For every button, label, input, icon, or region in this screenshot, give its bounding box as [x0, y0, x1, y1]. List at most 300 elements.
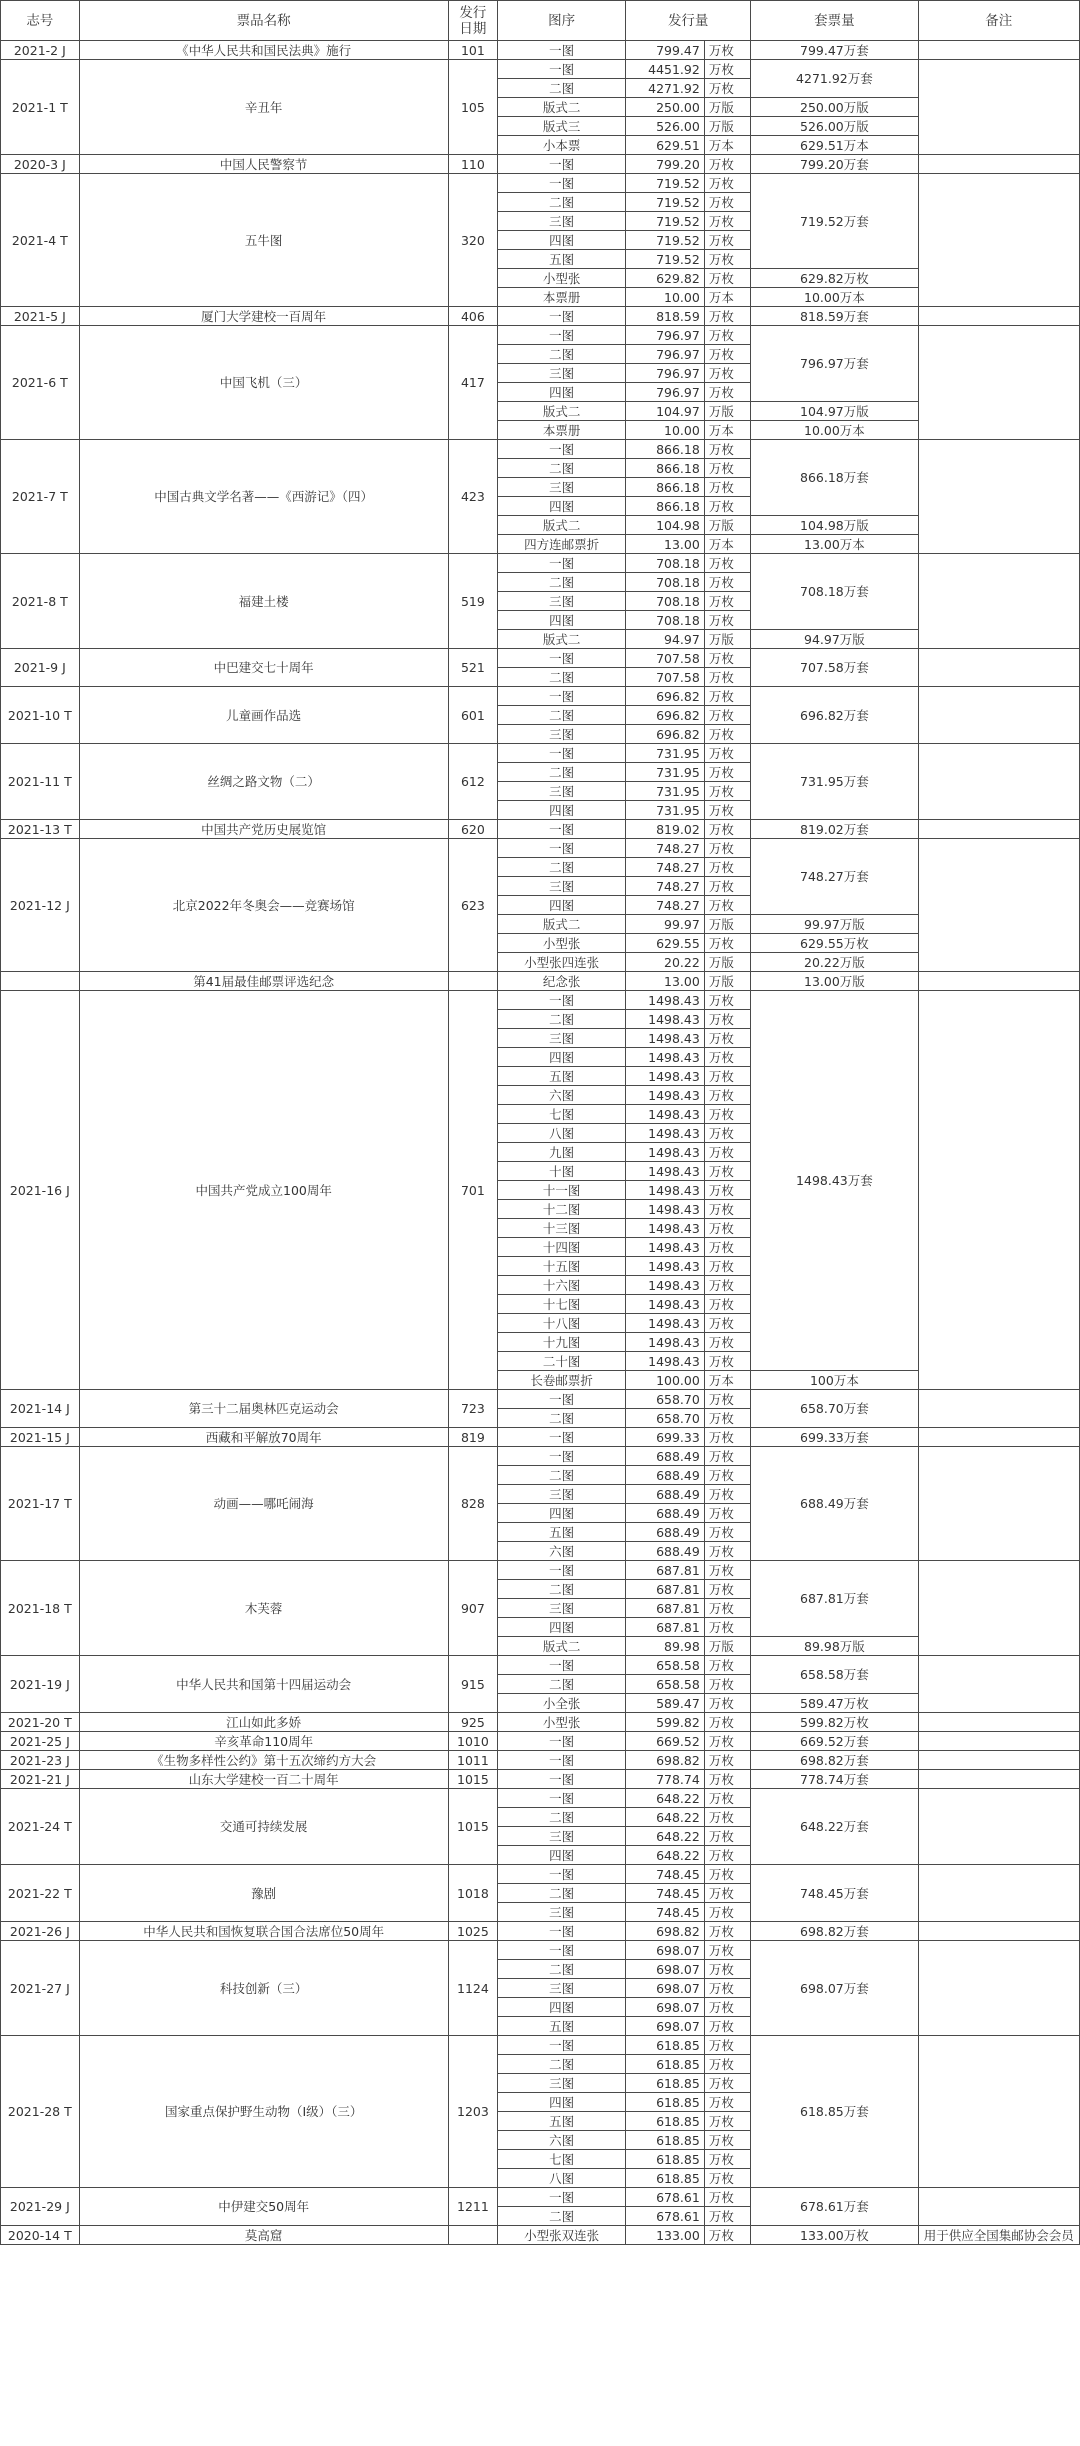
- table-row: [1, 839, 1080, 858]
- issue-date-cell: 1015: [448, 1789, 497, 1865]
- set-quantity-cell: 658.58万套: [751, 1656, 918, 1694]
- quantity-cell: 13.00: [626, 535, 705, 554]
- quantity-cell: 818.59: [626, 307, 705, 326]
- figure-cell: 一图: [498, 839, 626, 858]
- unit-cell: 万枚: [704, 79, 750, 98]
- stamp-name-cell: 中国人民警察节: [79, 155, 448, 174]
- figure-cell: 二图: [498, 2055, 626, 2074]
- set-quantity-cell: 731.95万套: [751, 744, 918, 820]
- set-quantity-cell: 599.82万枚: [751, 1713, 918, 1732]
- set-quantity-cell: 658.70万套: [751, 1390, 918, 1428]
- quantity-cell: 1498.43: [626, 1143, 705, 1162]
- figure-cell: 一图: [498, 1941, 626, 1960]
- issue-date-cell: 110: [448, 155, 497, 174]
- issue-code-cell: 2021-25 J: [1, 1732, 80, 1751]
- quantity-cell: 648.22: [626, 1789, 705, 1808]
- stamp-name-cell: 中巴建交七十周年: [79, 649, 448, 687]
- figure-cell: 一图: [498, 2036, 626, 2055]
- unit-cell: 万枚: [704, 1257, 750, 1276]
- figure-cell: 三图: [498, 1903, 626, 1922]
- figure-cell: 十图: [498, 1162, 626, 1181]
- quantity-cell: 698.07: [626, 1979, 705, 1998]
- figure-cell: 五图: [498, 250, 626, 269]
- figure-cell: 十七图: [498, 1295, 626, 1314]
- figure-cell: 二图: [498, 1580, 626, 1599]
- unit-cell: 万枚: [704, 174, 750, 193]
- set-quantity-cell: 13.00万版: [751, 972, 918, 991]
- table-row: [1, 1770, 1080, 1789]
- quantity-cell: 719.52: [626, 174, 705, 193]
- set-quantity-cell: 1498.43万套: [751, 991, 918, 1371]
- set-quantity-cell: 629.82万枚: [751, 269, 918, 288]
- header-figure: 图序: [498, 1, 626, 41]
- figure-cell: 一图: [498, 554, 626, 573]
- issue-date-cell: 915: [448, 1656, 497, 1713]
- unit-cell: 万枚: [704, 1086, 750, 1105]
- figure-cell: 小本票: [498, 136, 626, 155]
- unit-cell: 万枚: [704, 2226, 750, 2245]
- quantity-cell: 719.52: [626, 193, 705, 212]
- quantity-cell: 599.82: [626, 1713, 705, 1732]
- set-quantity-cell: 10.00万本: [751, 421, 918, 440]
- stamp-name-cell: 西藏和平解放70周年: [79, 1428, 448, 1447]
- quantity-cell: 1498.43: [626, 1048, 705, 1067]
- quantity-cell: 748.45: [626, 1884, 705, 1903]
- set-quantity-cell: 799.20万套: [751, 155, 918, 174]
- unit-cell: 万枚: [704, 1960, 750, 1979]
- issue-date-cell: 417: [448, 326, 497, 440]
- figure-cell: 十二图: [498, 1200, 626, 1219]
- quantity-cell: 708.18: [626, 592, 705, 611]
- figure-cell: 四图: [498, 383, 626, 402]
- table-row: [1, 972, 1080, 991]
- unit-cell: 万枚: [704, 307, 750, 326]
- unit-cell: 万枚: [704, 1789, 750, 1808]
- stamp-name-cell: 动画——哪吒闹海: [79, 1447, 448, 1561]
- quantity-cell: 707.58: [626, 668, 705, 687]
- stamp-name-cell: 交通可持续发展: [79, 1789, 448, 1865]
- issue-code-cell: 2021-1 T: [1, 60, 80, 155]
- figure-cell: 三图: [498, 1827, 626, 1846]
- figure-cell: 版式二: [498, 915, 626, 934]
- quantity-cell: 1498.43: [626, 1257, 705, 1276]
- figure-cell: 一图: [498, 60, 626, 79]
- figure-cell: 六图: [498, 1086, 626, 1105]
- quantity-cell: 699.33: [626, 1428, 705, 1447]
- quantity-cell: 796.97: [626, 364, 705, 383]
- stamp-name-cell: 中华人民共和国恢复联合国合法席位50周年: [79, 1922, 448, 1941]
- note-cell: [918, 554, 1079, 649]
- issue-code-cell: 2021-2 J: [1, 41, 80, 60]
- issue-date-cell: 620: [448, 820, 497, 839]
- table-row: [1, 1447, 1080, 1466]
- unit-cell: 万版: [704, 402, 750, 421]
- note-cell: [918, 2188, 1079, 2226]
- quantity-cell: 698.82: [626, 1751, 705, 1770]
- unit-cell: 万枚: [704, 668, 750, 687]
- table-row: [1, 440, 1080, 459]
- note-cell: [918, 60, 1079, 155]
- quantity-cell: 687.81: [626, 1561, 705, 1580]
- quantity-cell: 20.22: [626, 953, 705, 972]
- set-quantity-cell: 748.27万套: [751, 839, 918, 915]
- figure-cell: 四图: [498, 1998, 626, 2017]
- table-row: [1, 1656, 1080, 1675]
- issue-code-cell: 2021-12 J: [1, 839, 80, 972]
- issue-date-cell: [448, 2226, 497, 2245]
- unit-cell: 万枚: [704, 345, 750, 364]
- quantity-cell: 658.58: [626, 1656, 705, 1675]
- set-quantity-cell: 10.00万本: [751, 288, 918, 307]
- figure-cell: 一图: [498, 991, 626, 1010]
- figure-cell: 三图: [498, 2074, 626, 2093]
- quantity-cell: 1498.43: [626, 1333, 705, 1352]
- note-cell: [918, 1865, 1079, 1922]
- quantity-cell: 707.58: [626, 649, 705, 668]
- issue-code-cell: 2021-9 J: [1, 649, 80, 687]
- quantity-cell: 4271.92: [626, 79, 705, 98]
- quantity-cell: 658.70: [626, 1409, 705, 1428]
- set-quantity-cell: 698.82万套: [751, 1922, 918, 1941]
- stamp-name-cell: 豫剧: [79, 1865, 448, 1922]
- figure-cell: 四图: [498, 1846, 626, 1865]
- note-cell: 用于供应全国集邮协会会员: [918, 2226, 1079, 2245]
- figure-cell: 一图: [498, 687, 626, 706]
- unit-cell: 万枚: [704, 1922, 750, 1941]
- stamp-name-cell: 山东大学建校一百二十周年: [79, 1770, 448, 1789]
- header-note: 备注: [918, 1, 1079, 41]
- figure-cell: 一图: [498, 820, 626, 839]
- unit-cell: 万枚: [704, 1846, 750, 1865]
- stamp-name-cell: 科技创新（三）: [79, 1941, 448, 2036]
- table-row: [1, 1751, 1080, 1770]
- issue-date-cell: 925: [448, 1713, 497, 1732]
- quantity-cell: 731.95: [626, 744, 705, 763]
- issue-code-cell: 2021-27 J: [1, 1941, 80, 2036]
- note-cell: [918, 839, 1079, 972]
- figure-cell: 一图: [498, 649, 626, 668]
- stamp-name-cell: 国家重点保护野生动物（I级）（三）: [79, 2036, 448, 2188]
- quantity-cell: 13.00: [626, 972, 705, 991]
- figure-cell: 一图: [498, 326, 626, 345]
- header-name: 票品名称: [79, 1, 448, 41]
- unit-cell: 万版: [704, 953, 750, 972]
- figure-cell: 一图: [498, 1390, 626, 1409]
- issue-code-cell: 2021-15 J: [1, 1428, 80, 1447]
- table-row: [1, 307, 1080, 326]
- table-row: [1, 1732, 1080, 1751]
- table-row: [1, 2226, 1080, 2245]
- unit-cell: 万枚: [704, 1770, 750, 1789]
- issue-code-cell: 2020-14 T: [1, 2226, 80, 2245]
- unit-cell: 万枚: [704, 1979, 750, 1998]
- note-cell: [918, 155, 1079, 174]
- quantity-cell: 1498.43: [626, 1352, 705, 1371]
- stamp-name-cell: 莫高窟: [79, 2226, 448, 2245]
- figure-cell: 小型张四连张: [498, 953, 626, 972]
- quantity-cell: 104.97: [626, 402, 705, 421]
- stamp-name-cell: 五牛图: [79, 174, 448, 307]
- note-cell: [918, 1447, 1079, 1561]
- figure-cell: 三图: [498, 592, 626, 611]
- issue-date-cell: 907: [448, 1561, 497, 1656]
- unit-cell: 万枚: [704, 2017, 750, 2036]
- quantity-cell: 866.18: [626, 440, 705, 459]
- quantity-cell: 688.49: [626, 1504, 705, 1523]
- quantity-cell: 99.97: [626, 915, 705, 934]
- figure-cell: 一图: [498, 1789, 626, 1808]
- figure-cell: 三图: [498, 725, 626, 744]
- stamp-name-cell: 第41届最佳邮票评选纪念: [79, 972, 448, 991]
- quantity-cell: 10.00: [626, 288, 705, 307]
- figure-cell: 四图: [498, 1618, 626, 1637]
- issue-date-cell: 623: [448, 839, 497, 972]
- quantity-cell: 866.18: [626, 459, 705, 478]
- unit-cell: 万枚: [704, 1143, 750, 1162]
- quantity-cell: 731.95: [626, 763, 705, 782]
- unit-cell: 万枚: [704, 1409, 750, 1428]
- issue-date-cell: 1211: [448, 2188, 497, 2226]
- figure-cell: 小型张: [498, 269, 626, 288]
- figure-cell: 七图: [498, 1105, 626, 1124]
- figure-cell: 二图: [498, 1675, 626, 1694]
- quantity-cell: 4451.92: [626, 60, 705, 79]
- unit-cell: 万版: [704, 1637, 750, 1656]
- stamp-name-cell: 中伊建交50周年: [79, 2188, 448, 2226]
- figure-cell: 二图: [498, 1409, 626, 1428]
- stamp-name-cell: 木芙蓉: [79, 1561, 448, 1656]
- figure-cell: 一图: [498, 1865, 626, 1884]
- quantity-cell: 719.52: [626, 250, 705, 269]
- stamp-name-cell: 中国共产党成立100周年: [79, 991, 448, 1390]
- unit-cell: 万枚: [704, 60, 750, 79]
- note-cell: [918, 41, 1079, 60]
- unit-cell: 万枚: [704, 1010, 750, 1029]
- note-cell: [918, 1751, 1079, 1770]
- unit-cell: 万枚: [704, 1352, 750, 1371]
- unit-cell: 万枚: [704, 1029, 750, 1048]
- stamp-name-cell: 儿童画作品选: [79, 687, 448, 744]
- unit-cell: 万枚: [704, 1865, 750, 1884]
- issue-date-cell: 601: [448, 687, 497, 744]
- figure-cell: 一图: [498, 1770, 626, 1789]
- quantity-cell: 748.45: [626, 1865, 705, 1884]
- quantity-cell: 1498.43: [626, 1010, 705, 1029]
- set-quantity-cell: 707.58万套: [751, 649, 918, 687]
- figure-cell: 四图: [498, 896, 626, 915]
- unit-cell: 万枚: [704, 896, 750, 915]
- unit-cell: 万枚: [704, 1314, 750, 1333]
- note-cell: [918, 440, 1079, 554]
- figure-cell: 二图: [498, 1010, 626, 1029]
- unit-cell: 万枚: [704, 1599, 750, 1618]
- issue-date-cell: 701: [448, 991, 497, 1390]
- issue-code-cell: 2020-3 J: [1, 155, 80, 174]
- issue-code-cell: 2021-11 T: [1, 744, 80, 820]
- stamp-name-cell: 江山如此多娇: [79, 1713, 448, 1732]
- unit-cell: 万枚: [704, 611, 750, 630]
- quantity-cell: 698.07: [626, 1960, 705, 1979]
- unit-cell: 万枚: [704, 1295, 750, 1314]
- figure-cell: 四方连邮票折: [498, 535, 626, 554]
- unit-cell: 万枚: [704, 269, 750, 288]
- unit-cell: 万枚: [704, 1941, 750, 1960]
- unit-cell: 万枚: [704, 497, 750, 516]
- quantity-cell: 731.95: [626, 782, 705, 801]
- quantity-cell: 669.52: [626, 1732, 705, 1751]
- quantity-cell: 1498.43: [626, 1181, 705, 1200]
- table-row: [1, 1865, 1080, 1884]
- set-quantity-cell: 618.85万套: [751, 2036, 918, 2188]
- quantity-cell: 618.85: [626, 2093, 705, 2112]
- table-row: [1, 60, 1080, 79]
- quantity-cell: 719.52: [626, 231, 705, 250]
- unit-cell: 万版: [704, 117, 750, 136]
- figure-cell: 版式二: [498, 630, 626, 649]
- unit-cell: 万本: [704, 421, 750, 440]
- quantity-cell: 698.07: [626, 1998, 705, 2017]
- quantity-cell: 696.82: [626, 725, 705, 744]
- unit-cell: 万枚: [704, 1675, 750, 1694]
- unit-cell: 万枚: [704, 2036, 750, 2055]
- quantity-cell: 1498.43: [626, 1314, 705, 1333]
- quantity-cell: 688.49: [626, 1447, 705, 1466]
- note-cell: [918, 1656, 1079, 1713]
- issue-date-cell: 519: [448, 554, 497, 649]
- figure-cell: 一图: [498, 1561, 626, 1580]
- figure-cell: 四图: [498, 497, 626, 516]
- stamp-name-cell: 中华人民共和国第十四届运动会: [79, 1656, 448, 1713]
- unit-cell: 万枚: [704, 212, 750, 231]
- figure-cell: 小型张双连张: [498, 2226, 626, 2245]
- stamp-name-cell: 丝绸之路文物（二）: [79, 744, 448, 820]
- figure-cell: 长卷邮票折: [498, 1371, 626, 1390]
- unit-cell: 万枚: [704, 2207, 750, 2226]
- figure-cell: 二图: [498, 2207, 626, 2226]
- stamp-name-cell: 厦门大学建校一百周年: [79, 307, 448, 326]
- quantity-cell: 748.27: [626, 896, 705, 915]
- issue-date-cell: 828: [448, 1447, 497, 1561]
- set-quantity-cell: 94.97万版: [751, 630, 918, 649]
- quantity-cell: 688.49: [626, 1485, 705, 1504]
- figure-cell: 三图: [498, 1029, 626, 1048]
- unit-cell: 万版: [704, 630, 750, 649]
- figure-cell: 二图: [498, 858, 626, 877]
- table-row: [1, 326, 1080, 345]
- issue-code-cell: 2021-24 T: [1, 1789, 80, 1865]
- unit-cell: 万枚: [704, 1580, 750, 1599]
- unit-cell: 万枚: [704, 782, 750, 801]
- quantity-cell: 104.98: [626, 516, 705, 535]
- set-quantity-cell: 629.55万枚: [751, 934, 918, 953]
- figure-cell: 四图: [498, 2093, 626, 2112]
- table-row: [1, 554, 1080, 573]
- figure-cell: 二图: [498, 79, 626, 98]
- figure-cell: 十九图: [498, 1333, 626, 1352]
- header-quantity: 发行量: [626, 1, 751, 41]
- quantity-cell: 618.85: [626, 2131, 705, 2150]
- unit-cell: 万枚: [704, 2074, 750, 2093]
- figure-cell: 二十图: [498, 1352, 626, 1371]
- stamp-name-cell: 福建土楼: [79, 554, 448, 649]
- unit-cell: 万枚: [704, 1561, 750, 1580]
- figure-cell: 本票册: [498, 421, 626, 440]
- quantity-cell: 1498.43: [626, 1105, 705, 1124]
- quantity-cell: 526.00: [626, 117, 705, 136]
- unit-cell: 万枚: [704, 1903, 750, 1922]
- issue-code-cell: 2021-23 J: [1, 1751, 80, 1770]
- unit-cell: 万枚: [704, 1504, 750, 1523]
- unit-cell: 万枚: [704, 1276, 750, 1295]
- unit-cell: 万枚: [704, 1048, 750, 1067]
- unit-cell: 万枚: [704, 1162, 750, 1181]
- unit-cell: 万版: [704, 915, 750, 934]
- figure-cell: 五图: [498, 2112, 626, 2131]
- unit-cell: 万版: [704, 98, 750, 117]
- quantity-cell: 696.82: [626, 706, 705, 725]
- unit-cell: 万枚: [704, 459, 750, 478]
- table-row: [1, 991, 1080, 1010]
- issue-date-cell: 105: [448, 60, 497, 155]
- quantity-cell: 731.95: [626, 801, 705, 820]
- issue-code-cell: 2021-5 J: [1, 307, 80, 326]
- issue-code-cell: 2021-14 J: [1, 1390, 80, 1428]
- set-quantity-cell: 20.22万版: [751, 953, 918, 972]
- quantity-cell: 796.97: [626, 326, 705, 345]
- figure-cell: 十四图: [498, 1238, 626, 1257]
- set-quantity-cell: 104.98万版: [751, 516, 918, 535]
- unit-cell: 万枚: [704, 573, 750, 592]
- issue-code-cell: 2021-7 T: [1, 440, 80, 554]
- quantity-cell: 618.85: [626, 2169, 705, 2188]
- figure-cell: 二图: [498, 668, 626, 687]
- unit-cell: 万枚: [704, 1447, 750, 1466]
- quantity-cell: 1498.43: [626, 1086, 705, 1105]
- figure-cell: 二图: [498, 1960, 626, 1979]
- figure-cell: 一图: [498, 174, 626, 193]
- figure-cell: 版式三: [498, 117, 626, 136]
- quantity-cell: 89.98: [626, 1637, 705, 1656]
- quantity-cell: 618.85: [626, 2074, 705, 2093]
- unit-cell: 万枚: [704, 991, 750, 1010]
- table-body: [1, 41, 1080, 2245]
- figure-cell: 一图: [498, 1922, 626, 1941]
- set-quantity-cell: 133.00万枚: [751, 2226, 918, 2245]
- table-row: [1, 1941, 1080, 1960]
- quantity-cell: 698.07: [626, 2017, 705, 2036]
- unit-cell: 万本: [704, 288, 750, 307]
- issue-code-cell: 2021-6 T: [1, 326, 80, 440]
- figure-cell: 九图: [498, 1143, 626, 1162]
- unit-cell: 万枚: [704, 1428, 750, 1447]
- set-quantity-cell: 526.00万版: [751, 117, 918, 136]
- issue-date-cell: 1011: [448, 1751, 497, 1770]
- issue-date-cell: 1015: [448, 1770, 497, 1789]
- quantity-cell: 629.51: [626, 136, 705, 155]
- header-set-quantity: 套票量: [751, 1, 918, 41]
- quantity-cell: 698.82: [626, 1922, 705, 1941]
- table-row: [1, 174, 1080, 193]
- figure-cell: 二图: [498, 459, 626, 478]
- unit-cell: 万枚: [704, 1713, 750, 1732]
- unit-cell: 万枚: [704, 2055, 750, 2074]
- quantity-cell: 678.61: [626, 2207, 705, 2226]
- unit-cell: 万枚: [704, 1618, 750, 1637]
- unit-cell: 万版: [704, 972, 750, 991]
- quantity-cell: 866.18: [626, 497, 705, 516]
- unit-cell: 万枚: [704, 1067, 750, 1086]
- issue-code-cell: 2021-19 J: [1, 1656, 80, 1713]
